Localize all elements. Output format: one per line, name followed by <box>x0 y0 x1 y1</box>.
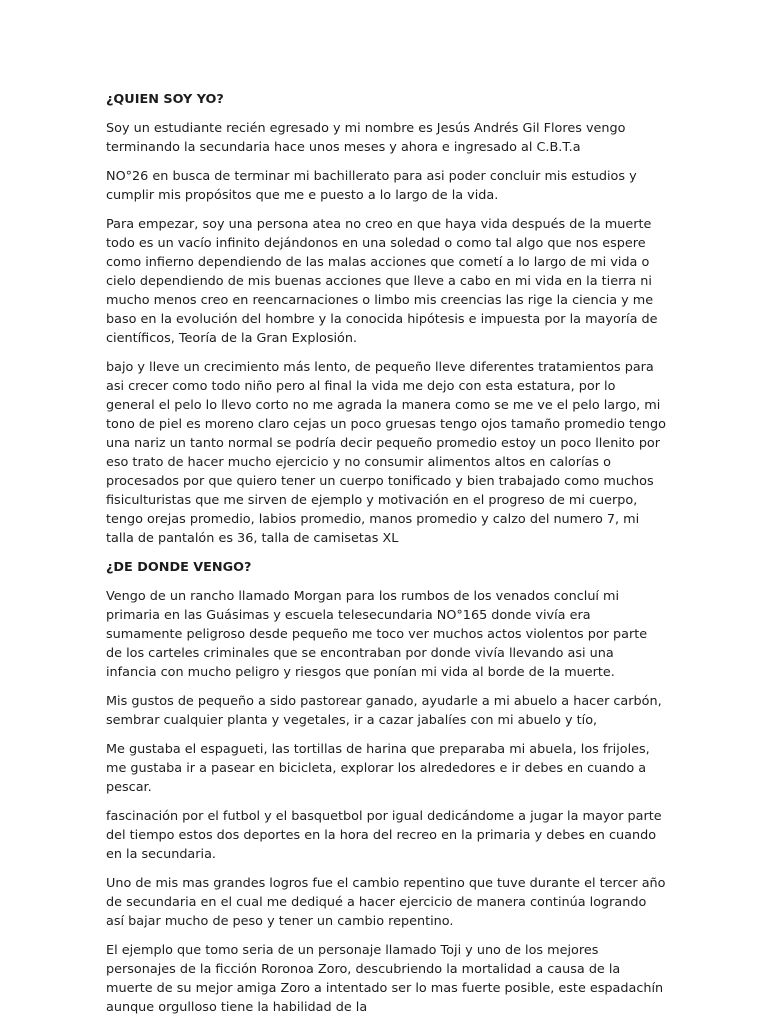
paragraph-intro: Soy un estudiante recién egresado y mi nombre es Jesús Andrés Gil Flores vengo terminando la secundaria hace unos meses y ahora e ingresado al C.B.T.a <box>106 121 626 155</box>
paragraph-ejemplo: El ejemplo que tomo seria de un personaje llamado Toji y uno de los mejores personajes de la ficción Roronoa Zoro, descubriendo la mortalidad a causa de la muerte de su mejor amiga Zoro a intentado ser lo mas fuerte posible, este espadachín aunque orgulloso tiene la habilidad de la <box>106 943 664 1015</box>
document-page <box>106 90 666 1027</box>
paragraph-gustos-pequeno: Mis gustos de pequeño a sido pastorear ganado, ayudarle a mi abuelo a hacer carbón, sembrar cualquier planta y vegetales, ir a cazar jabalíes con mi abuelo y tío, <box>106 694 662 728</box>
paragraph-creencias: Para empezar, soy una persona atea no creo en que haya vida después de la muerte todo es un vacío infinito dejándonos en una soledad o como tal algo que nos espere como infierno dependiendo de las malas acciones que cometí a lo largo de mi vida o cielo dependiendo de mis buenas acciones que lleve a cabo en mi vida en la tierra ni mucho menos creo en reencarnaciones o limbo mis creencias las rige la ciencia y me baso en la evolución del hombre y la conocida hipótesis e impuesta por la mayoría de científicos, Teoría de la Gran Explosión. <box>106 217 658 346</box>
paragraph-origen: Vengo de un rancho llamado Morgan para los rumbos de los venados concluí mi primaria en las Guásimas y escuela telesecundaria NO°165 donde vivía era sumamente peligroso desde pequeño me toco ver muchos actos violentos por parte de los carteles criminales que se encontraban por donde vivía llevando asi una infancia con mucho peligro y riesgos que ponían mi vida al borde de la muerte. <box>106 589 648 680</box>
paragraph-deportes: fascinación por el futbol y el basquetbol por igual dedicándome a jugar la mayor parte del tiempo estos dos deportes en la hora del recreo en la primaria y debes en cuando en la secundaria. <box>106 809 662 862</box>
heading-quien-soy-yo: ¿QUIEN SOY YO? <box>106 92 224 107</box>
heading-de-donde-vengo: ¿DE DONDE VENGO? <box>106 560 252 575</box>
paragraph-descripcion-fisica: bajo y lleve un crecimiento más lento, de pequeño lleve diferentes tratamientos para asi crecer como todo niño pero al final la vida me dejo con esta estatura, por lo general el pelo lo llevo corto no me agrada la manera como se me ve el pelo largo, mi tono de piel es moreno claro cejas un poco gruesas tengo ojos tamaño promedio tengo una nariz un tanto normal se podría decir pequeño promedio estoy un poco llenito por eso trato de hacer mucho ejercicio y no consumir alimentos altos en calorías o procesados por que quiero tener un cuerpo tonificado y bien trabajado como muchos fisiculturistas que me sirven de ejemplo y motivación en el progreso de mi cuerpo, tengo orejas promedio, labios promedio, manos promedio y calzo del numero 7, mi talla de pantalón es 36, talla de camisetas XL <box>106 360 666 546</box>
paragraph-logros: Uno de mis mas grandes logros fue el cambio repentino que tuve durante el tercer año de secundaria en el cual me dediqué a hacer ejercicio de manera continúa logrando así bajar mucho de peso y tener un cambio repentino. <box>106 876 666 929</box>
paragraph-comida: Me gustaba el espagueti, las tortillas de harina que preparaba mi abuela, los frijoles, me gustaba ir a pasear en bicicleta, explorar los alrededores e ir debes en cuando a pescar. <box>106 742 650 795</box>
paragraph-cbta: NO°26 en busca de terminar mi bachillerato para asi poder concluir mis estudios y cumplir mis propósitos que me e puesto a lo largo de la vida. <box>106 169 637 203</box>
